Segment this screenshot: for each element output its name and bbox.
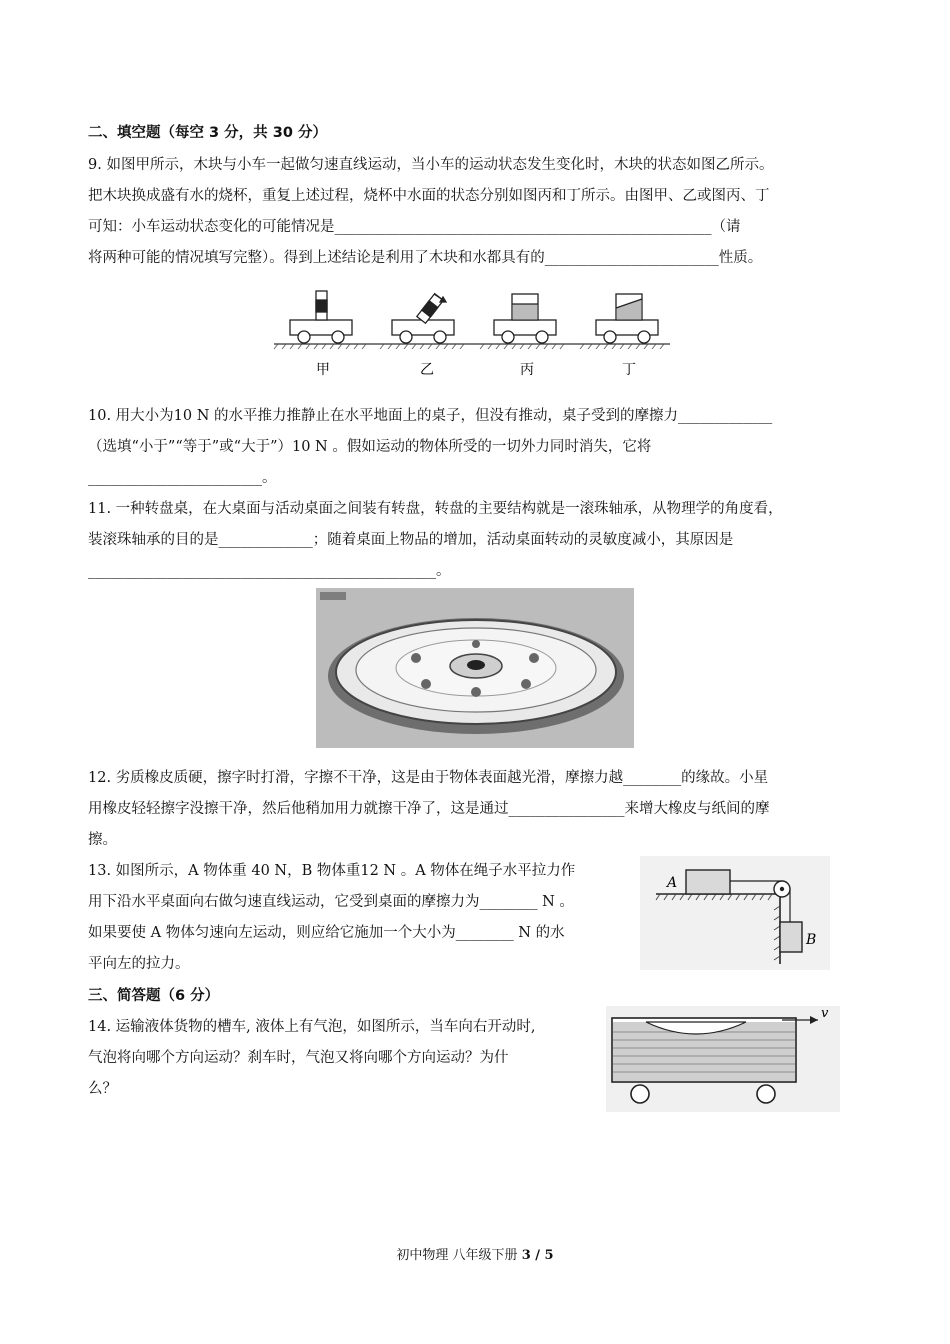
q12-text-line-1: 12. 劣质橡皮质硬，擦字时打滑，字擦不干净，这是由于物体表面越光滑，摩擦力越________的缘故。小星 [88, 770, 769, 786]
q9-text-line-2: 把木块换成盛有水的烧杯，重复上述过程，烧杯中水面的状态分别如图丙和丁所示。由图甲、乙或图丙、丁 [88, 188, 770, 204]
q13-text-line-4: 平向左的拉力。 [88, 956, 190, 972]
turntable-photo [316, 588, 634, 748]
q14-text-line-1: 14. 运输液体货物的槽车, 液体上有气泡，如图所示，当车向右开动时, [88, 1019, 536, 1035]
q12-text-line-3: 擦。 [88, 832, 117, 848]
section-heading-fill-in: 二、填空题（每空 3 分，共 30 分） [88, 125, 327, 141]
label-b: B [806, 932, 817, 948]
figure-label-ding: 丁 [622, 362, 636, 378]
q10-text-line-2: （选填“小于”“等于”或“大于”）10 N 。假如运动的物体所受的一切外力同时消失，它将 [88, 439, 652, 455]
pulley-figure [640, 856, 830, 970]
page-footer [0, 1244, 950, 1263]
q10-text-line-1: 10. 用大小为10 N 的水平推力推静止在水平地面上的桌子，但没有推动，桌子受到的摩擦力_____________ [88, 408, 773, 424]
q14-text-line-2: 气泡将向哪个方向运动？刹车时，气泡又将向哪个方向运动？为什 [88, 1050, 509, 1066]
q13-text-line-3: 如果要使 A 物体匀速向左运动，则应给它施加一个大小为________ N 的水 [88, 925, 565, 941]
tank-truck-figure [606, 1006, 840, 1112]
page-number: 3 / 5 [521, 1248, 554, 1263]
q10-text-line-3: ________________________。 [88, 470, 277, 486]
q12-text-line-2: 用橡皮轻轻擦字没擦干净，然后他稍加用力就擦干净了，这是通过________________来增大橡皮与纸间的摩 [88, 801, 770, 817]
q13-text-line-2: 用下沿水平桌面向右做匀速直线运动，它受到桌面的摩擦力为________ N 。 [88, 894, 574, 910]
section-heading-short-answer: 三、简答题（6 分） [88, 988, 220, 1004]
q11-text-line-3: ________________________________________________。 [88, 563, 451, 579]
figure-label-yi: 乙 [420, 362, 434, 378]
label-a: A [667, 875, 678, 891]
q9-text-line-4: 将两种可能的情况填写完整）。得到上述结论是利用了木块和水都具有的________________________性质。 [88, 250, 763, 266]
q11-text-line-1: 11. 一种转盘桌，在大桌面与活动桌面之间装有转盘，转盘的主要结构就是一滚珠轴承，从物理学的角度看， [88, 501, 783, 517]
footer-subject: 初中物理 八年级下册 [396, 1248, 522, 1263]
figure-label-bing: 丙 [520, 362, 534, 378]
q14-text-line-3: 么？ [88, 1081, 117, 1097]
q11-text-line-2: 装滚珠轴承的目的是_____________；随着桌面上物品的增加，活动桌面转动的灵敏度减小，其原因是 [88, 532, 734, 548]
q9-cart-figure [272, 282, 672, 382]
velocity-label: v [821, 1006, 829, 1021]
q9-text-line-1: 9. 如图甲所示，木块与小车一起做匀速直线运动，当小车的运动状态发生变化时，木块的状态如图乙所示。 [88, 157, 774, 173]
figure-label-jia: 甲 [316, 362, 330, 378]
q9-text-line-3: 可知：小车运动状态变化的可能情况是____________________________________________________（请 [88, 219, 741, 235]
q13-text-line-1: 13. 如图所示，A 物体重 40 N，B 物体重12 N 。A 物体在绳子水平拉力作 [88, 863, 576, 879]
